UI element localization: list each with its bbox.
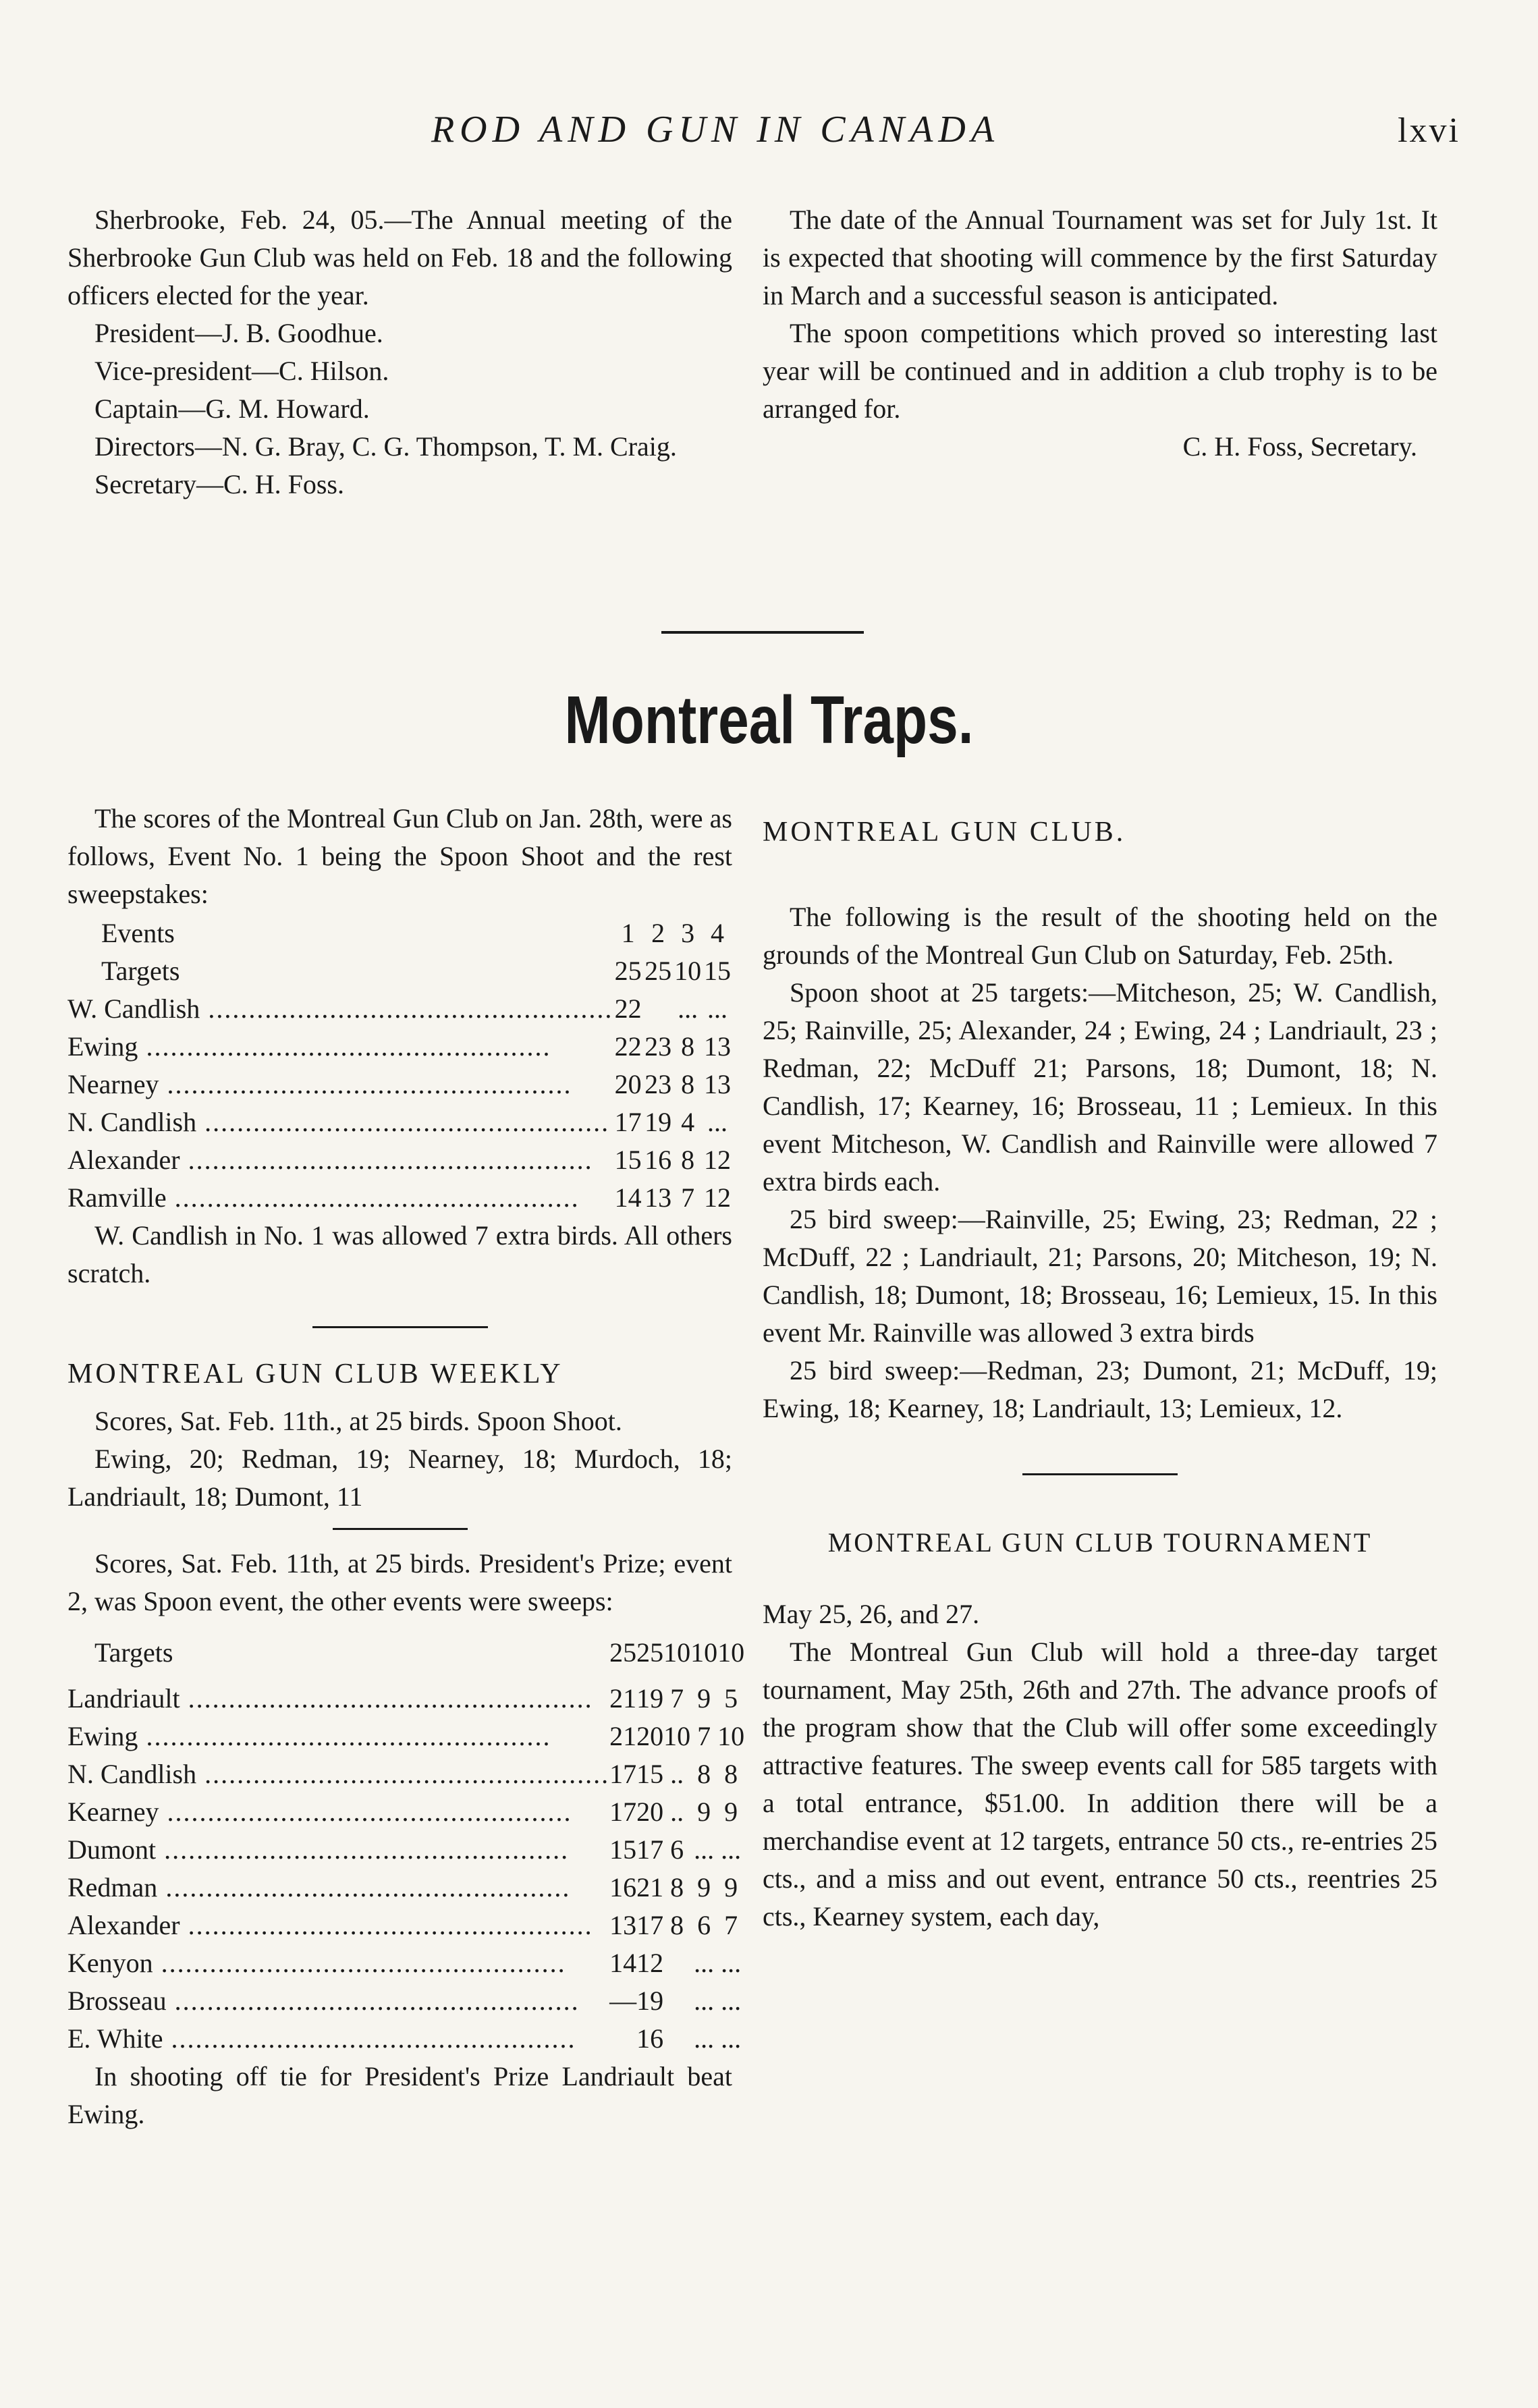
score-cell: 17 (636, 1910, 664, 1940)
article-title: Montreal Traps. (564, 682, 974, 758)
score-cell: 13 (703, 1069, 731, 1099)
spoon-competitions-paragraph: The spoon competitions which proved so interesting last year will be continued and in addition a club trophy is to be arranged for. (763, 318, 1437, 424)
traps-right-column (763, 813, 1437, 1936)
score-cell: ... (694, 1834, 715, 1865)
table-row (67, 1718, 744, 1755)
target-count: 10 (674, 956, 702, 986)
score-cell: 6 (697, 1910, 711, 1940)
jan-scores-intro: The scores of the Montreal Gun Club on Jan. 28th, were as follows, Event No. 1 being the Spoon Shoot and the rest sweepstakes: (67, 803, 732, 909)
shooter-name: Ewing ..... (67, 1031, 551, 1062)
score-cell: 20 (636, 1721, 664, 1751)
table-row (67, 1944, 744, 1982)
shooter-name: Redman ..... (67, 1872, 570, 1903)
officer-line: Captain—G. M. Howard. (94, 393, 370, 424)
score-cell: ... (721, 2023, 742, 2054)
score-cell: .. (670, 1797, 684, 1827)
table-row (67, 1179, 732, 1217)
score-cell: 17 (614, 1107, 642, 1137)
score-cell: 19 (644, 1107, 672, 1137)
section-divider (333, 1528, 468, 1530)
event-number: 4 (710, 918, 724, 948)
event-number: 3 (681, 918, 695, 948)
score-cell: ... (694, 1948, 715, 1978)
table-row (67, 1907, 744, 1944)
score-cell: — (609, 1986, 637, 2016)
shooter-name: Alexander ..... (67, 1145, 593, 1175)
table-row (67, 1066, 732, 1103)
event-number: 2 (651, 918, 665, 948)
table-row (67, 1141, 732, 1179)
secretary-signature: C. H. Foss, Secretary. (1182, 431, 1417, 462)
officer-line: President—J. B. Goodhue. (94, 318, 383, 348)
shooter-name: Ewing ..... (67, 1721, 551, 1751)
event-number: 1 (621, 918, 635, 948)
score-cell: 22 (614, 993, 642, 1024)
shooter-name: Kenyon ..... (67, 1948, 566, 1978)
score-cell: 7 (670, 1683, 684, 1714)
score-cell: 8 (670, 1872, 684, 1903)
score-cell: 15 (609, 1834, 637, 1865)
table-row (67, 1755, 744, 1793)
targets-label: Targets (94, 1637, 173, 1668)
table-row (67, 1793, 744, 1831)
score-cell: 16 (609, 1872, 637, 1903)
score-cell: 15 (636, 1759, 664, 1789)
score-cell: ... (694, 1986, 715, 2016)
targets-label: Targets (101, 956, 180, 986)
score-cell: 16 (644, 1145, 672, 1175)
table-row (67, 1869, 744, 1907)
shooter-name: N. Candlish ..... (67, 1107, 609, 1137)
officer-line: Directors—N. G. Bray, C. G. Thompson, T. M. Craig. (94, 431, 677, 462)
target-count: 25 (614, 956, 642, 986)
weekly-spoon-paragraph: Scores, Sat. Feb. 11th., at 25 birds. Spoon Shoot. (94, 1406, 622, 1436)
sherbrooke-intro: Sherbrooke, Feb. 24, 05.—The Annual meeting of the Sherbrooke Gun Club was held on Feb. 18 and the following officers elected for the year. (67, 204, 732, 310)
score-cell: 10 (663, 1721, 691, 1751)
score-cell: 8 (670, 1910, 684, 1940)
score-cell: 16 (636, 2023, 664, 2054)
tournament-heading: MONTREAL GUN CLUB TOURNAMENT (827, 1527, 1373, 1558)
section-divider (312, 1326, 488, 1328)
score-cell: 9 (697, 1683, 711, 1714)
score-cell: 7 (697, 1721, 711, 1751)
tournament-description: The Montreal Gun Club will hold a three-day target tournament, May 25th, 26th and 27th. The advance proofs of the program show that the Club will offer some exceedingly attractive features. The sweep events call for 585 targets with a total entrance, $51.00. In addition there will be a merchandise event at 12 targets, entrance 50 cts., re-entries 25 cts., and a miss and out event, entrance 50 cts., reentries 25 cts., Kearney system, each day, (763, 1637, 1437, 1932)
running-title: ROD AND GUN IN CANADA (431, 109, 1000, 150)
target-count: 15 (703, 956, 731, 986)
score-cell: 8 (681, 1031, 695, 1062)
club-intro: The following is the result of the shooting held on the grounds of the Montreal Gun Club on Saturday, Feb. 25th. (763, 902, 1437, 970)
score-cell: 5 (724, 1683, 738, 1714)
presidents-prize-table (67, 1626, 744, 2058)
jan-scores-table (67, 914, 732, 1217)
section-divider (661, 631, 864, 634)
table-row (67, 1103, 732, 1141)
score-cell: 7 (681, 1182, 695, 1213)
target-count: 25 (644, 956, 672, 986)
tournament-dates: May 25, 26, and 27. (763, 1599, 980, 1629)
shooter-name: Dumont ..... (67, 1834, 569, 1865)
score-cell: 14 (614, 1182, 642, 1213)
weekly-spoon-results: Ewing, 20; Redman, 19; Nearney, 18; Murdoch, 18; Landriault, 18; Dumont, 11 (67, 1444, 732, 1512)
sweep-results-1: 25 bird sweep:—Rainville, 25; Ewing, 23; Redman, 22 ; McDuff, 22 ; Landriault, 21; Parsons, 20; Mitcheson, 19; N. Candlish, 18; Dumont, 18; Brosseau, 16; Lemieux, 15. In this event Mr. Rainville was allowed 3 extra birds (763, 1204, 1437, 1348)
score-cell: 6 (670, 1834, 684, 1865)
table-row (67, 1982, 744, 2020)
running-head (0, 108, 1538, 162)
score-cell: 21 (609, 1721, 637, 1751)
spoon-shoot-results: Spoon shoot at 25 targets:—Mitcheson, 25; W. Candlish, 25; Rainville, 25; Alexander, 24 ; Ewing, 24 ; Landriault, 23 ; Redman, 22; McDuff 21; Parsons, 18; Dumont, 18; N. Candlish, 17; Kearney, 16; Brosseau, 11 ; Lemieux. In this event Mitcheson, W. Candlish and Rainville were allowed 7 extra birds each. (763, 977, 1437, 1197)
score-cell: 8 (724, 1759, 738, 1789)
shooter-name: Ramville ..... (67, 1182, 580, 1213)
score-cell: 20 (636, 1797, 664, 1827)
score-cell: 8 (681, 1069, 695, 1099)
table-row (67, 1680, 744, 1718)
targets-row (67, 1626, 744, 1680)
score-cell: 9 (724, 1872, 738, 1903)
tournament-date-paragraph: The date of the Annual Tournament was set for July 1st. It is expected that shooting will commence by the first Saturday in March and a successful season is anticipated. (763, 204, 1437, 310)
sherbrooke-left-column (67, 201, 732, 503)
score-cell: 10 (717, 1721, 745, 1751)
score-cell: 9 (697, 1872, 711, 1903)
score-cell: 9 (724, 1797, 738, 1827)
score-cell: ... (721, 1834, 742, 1865)
score-cell: 12 (703, 1182, 731, 1213)
target-count: 25 (636, 1637, 664, 1668)
score-cell: ... (707, 1107, 727, 1137)
score-cell: 23 (644, 1031, 672, 1062)
page-number: lxvi (1398, 111, 1460, 150)
score-cell (663, 2020, 690, 2058)
jan-scores-note: W. Candlish in No. 1 was allowed 7 extra birds. All others scratch. (67, 1220, 732, 1288)
score-cell (643, 990, 674, 1028)
score-cell: 14 (609, 1948, 637, 1978)
score-cell: 4 (681, 1107, 695, 1137)
weekly-heading: MONTREAL GUN CLUB WEEKLY (67, 1359, 564, 1390)
score-cell: 12 (703, 1145, 731, 1175)
target-count: 10 (663, 1637, 691, 1668)
score-cell: 19 (636, 1683, 664, 1714)
officer-line: Secretary—C. H. Foss. (94, 469, 344, 499)
score-cell: ... (678, 993, 698, 1024)
score-cell: 17 (636, 1834, 664, 1865)
targets-row (67, 952, 732, 990)
officer-line: Vice-president—C. Hilson. (94, 356, 389, 386)
shooter-name: Nearney ..... (67, 1069, 572, 1099)
sherbrooke-right-column (763, 201, 1437, 466)
score-cell: 8 (697, 1759, 711, 1789)
score-cell: 9 (697, 1797, 711, 1827)
shooter-name: W. Candlish ..... (67, 993, 613, 1024)
score-cell: 17 (609, 1797, 637, 1827)
score-cell: 19 (636, 1986, 664, 2016)
target-count: 10 (717, 1637, 745, 1668)
score-cell: 15 (614, 1145, 642, 1175)
score-cell: ... (721, 1986, 742, 2016)
score-cell: 20 (614, 1069, 642, 1099)
score-cell: 8 (681, 1145, 695, 1175)
traps-left-column (67, 800, 745, 2133)
shooter-name: Brosseau ..... (67, 1986, 580, 2016)
shooter-name: Landriault ..... (67, 1683, 593, 1714)
tie-shootoff-note: In shooting off tie for President's Prize Landriault beat Ewing. (67, 2061, 732, 2129)
table-row (67, 990, 732, 1028)
table-row (67, 2020, 744, 2058)
shooter-name: Kearney ..... (67, 1797, 572, 1827)
score-cell: 13 (644, 1182, 672, 1213)
score-cell: 12 (636, 1948, 664, 1978)
score-cell: ... (694, 2023, 715, 2054)
score-cell: 21 (609, 1683, 637, 1714)
score-cell: 13 (703, 1031, 731, 1062)
table-row (67, 1831, 744, 1869)
club-heading: MONTREAL GUN CLUB. (763, 817, 1126, 848)
score-cell: 21 (636, 1872, 664, 1903)
target-count: 25 (609, 1637, 637, 1668)
presidents-prize-intro: Scores, Sat. Feb. 11th, at 25 birds. President's Prize; event 2, was Spoon event, the other events were sweeps: (67, 1548, 732, 1616)
section-divider (1022, 1473, 1178, 1475)
shooter-name: Alexander ..... (67, 1910, 593, 1940)
table-header-row (67, 914, 732, 952)
score-cell: ... (707, 993, 727, 1024)
sweep-results-2: 25 bird sweep:—Redman, 23; Dumont, 21; McDuff, 19; Ewing, 18; Kearney, 18; Landriault, 13; Lemieux, 12. (763, 1355, 1437, 1423)
score-cell (663, 1982, 690, 2020)
score-cell (609, 2020, 636, 2058)
score-cell: 17 (609, 1759, 637, 1789)
events-label: Events (101, 918, 175, 948)
target-count: 10 (690, 1637, 718, 1668)
score-cell (663, 1944, 690, 1982)
score-cell: 22 (614, 1031, 642, 1062)
table-row (67, 1028, 732, 1066)
shooter-name: N. Candlish ..... (67, 1759, 609, 1789)
score-cell: ... (721, 1948, 742, 1978)
score-cell: 13 (609, 1910, 637, 1940)
shooter-name: E. White ..... (67, 2023, 576, 2054)
score-cell: 23 (644, 1069, 672, 1099)
score-cell: .. (670, 1759, 684, 1789)
score-cell: 7 (724, 1910, 738, 1940)
